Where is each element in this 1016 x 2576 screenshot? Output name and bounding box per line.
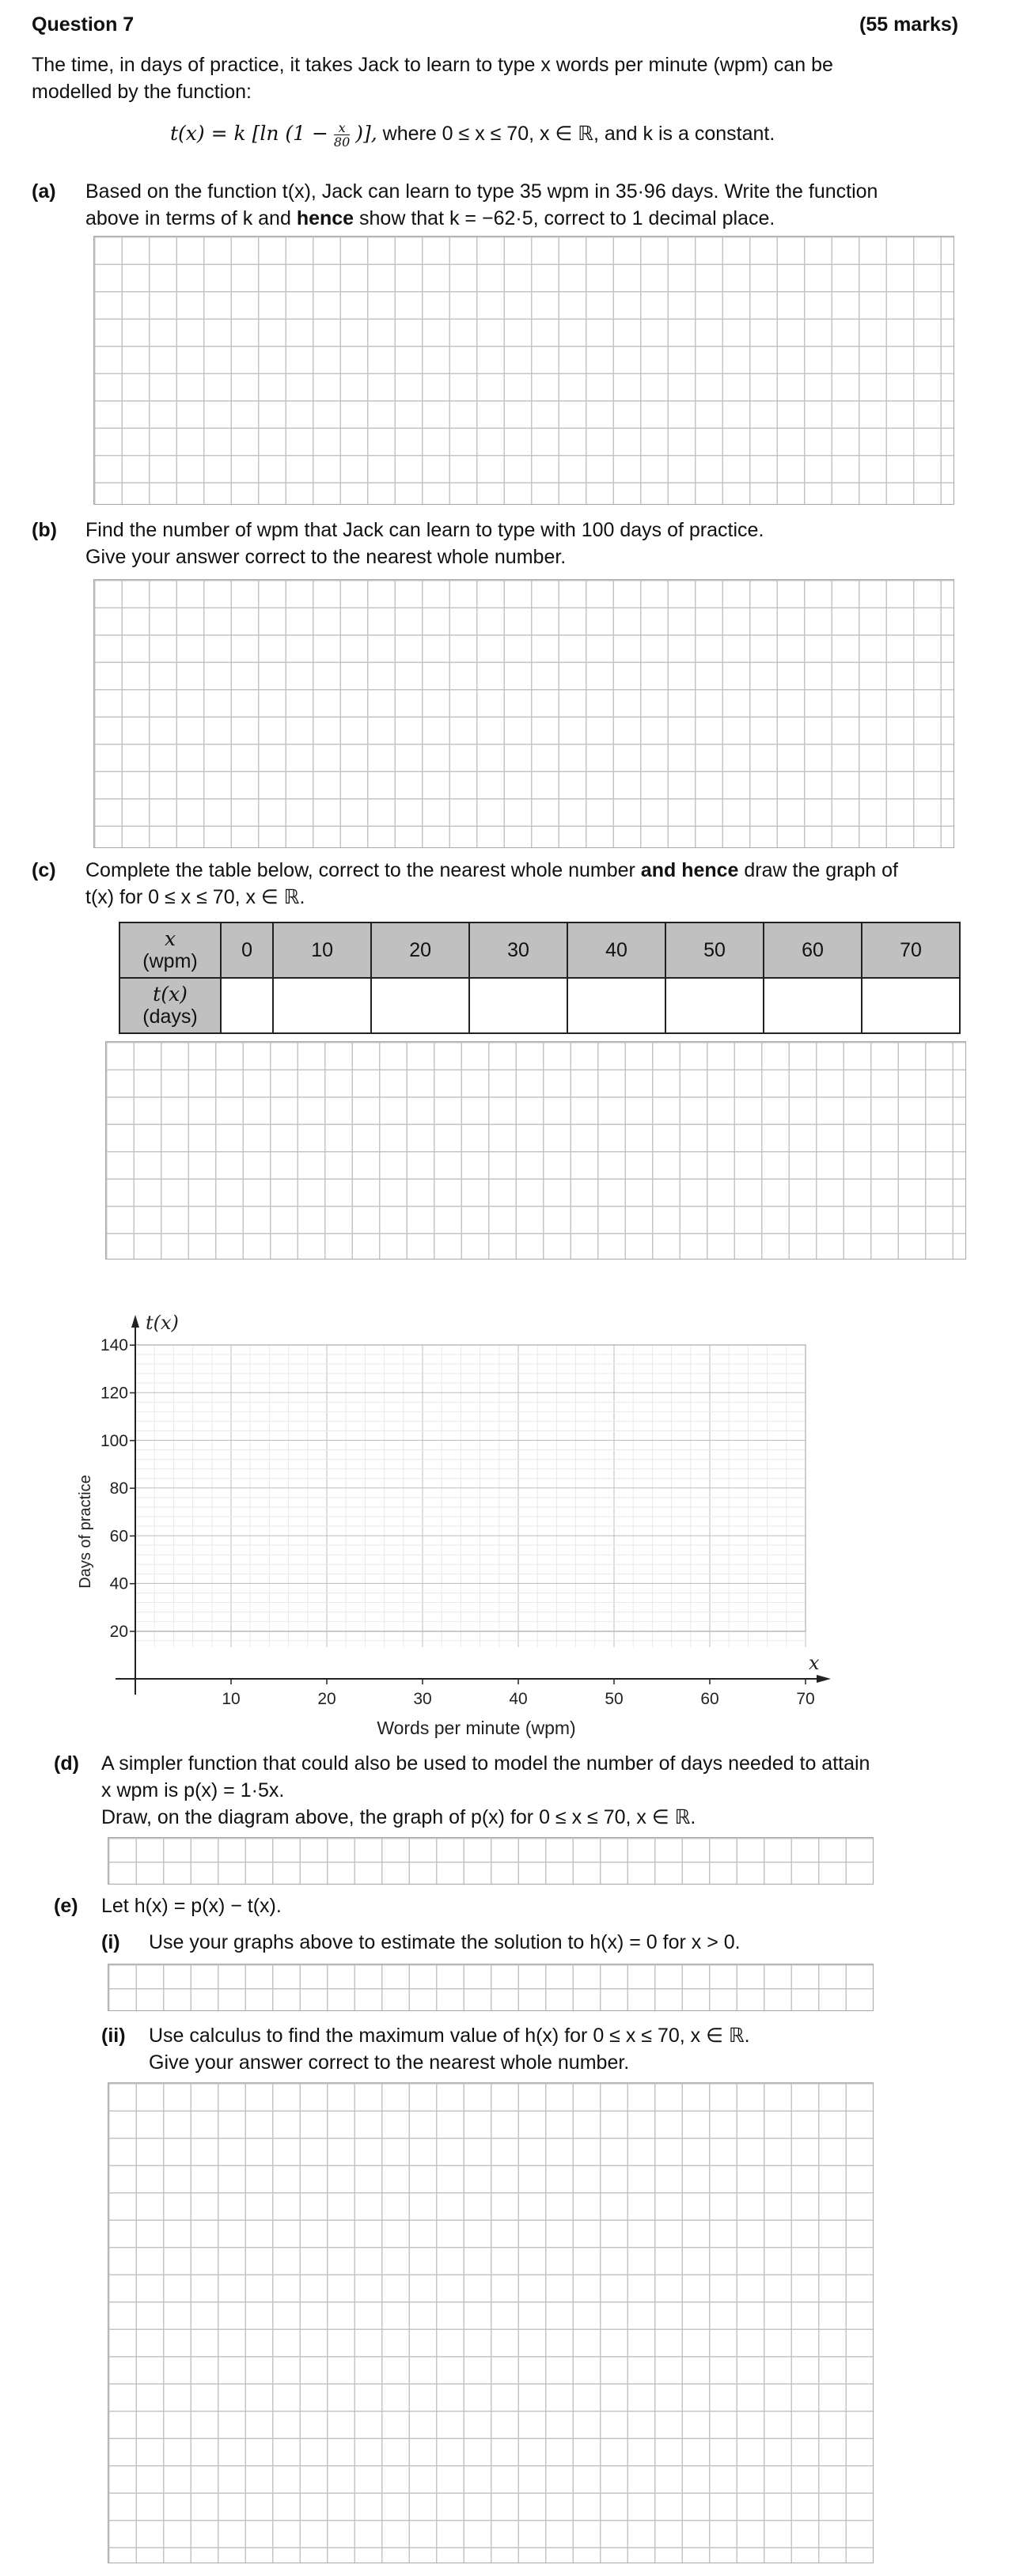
part-c-text: Complete the table below, correct to the nearest whole number <box>85 859 641 881</box>
table-x-cell: 10 <box>273 922 371 978</box>
part-e-i-text: Use your graphs above to estimate the solution to h(x) = 0 for x > 0. <box>149 1931 741 1953</box>
answer-grid-a[interactable] <box>93 236 954 505</box>
part-d-line-3: Draw, on the diagram above, the graph of p(x) for 0 ≤ x ≤ 70, x ∈ ℝ. <box>101 1806 696 1828</box>
table-t-cell[interactable] <box>862 978 960 1033</box>
x-tick-label: 30 <box>413 1690 432 1708</box>
table-x-cell: 40 <box>567 922 665 978</box>
part-b-line-2: Give your answer correct to the nearest whole number. <box>85 546 567 568</box>
y-tick-label: 40 <box>109 1574 128 1593</box>
table-t-cell[interactable] <box>221 978 273 1033</box>
answer-grid-e-i[interactable] <box>108 1964 874 2011</box>
answer-grid-b[interactable] <box>93 579 954 848</box>
x-tick-label: 10 <box>222 1690 241 1708</box>
formula-domain: where 0 ≤ x ≤ 70, x ∈ ℝ, and k is a constant. <box>382 123 775 145</box>
x-tick-label: 40 <box>509 1690 528 1708</box>
part-d-line-2: x wpm is p(x) = 1·5x. <box>101 1779 285 1801</box>
y-tick-label: 100 <box>100 1431 128 1450</box>
table-t-cell[interactable] <box>567 978 665 1033</box>
y-axis-var: t(x) <box>146 1312 179 1334</box>
x-axis-arrow <box>817 1675 831 1683</box>
part-d-label: (d) <box>54 1752 79 1775</box>
table-t-cell[interactable] <box>665 978 764 1033</box>
table-row-t <box>119 978 960 1033</box>
x-tick-label: 70 <box>796 1690 815 1708</box>
table-row-x <box>119 922 960 978</box>
values-table <box>119 922 961 1034</box>
part-e-line-1: Let h(x) = p(x) − t(x). <box>101 1895 282 1917</box>
table-head-t-unit: (days) <box>142 1006 198 1028</box>
part-b-label: (b) <box>32 519 57 541</box>
table-x-cell: 70 <box>862 922 960 978</box>
part-a-hence: hence <box>296 207 354 229</box>
part-e-ii-line-2: Give your answer correct to the nearest whole number. <box>149 2051 630 2074</box>
y-tick-label: 80 <box>109 1479 128 1498</box>
x-axis-label: Words per minute (wpm) <box>377 1718 576 1738</box>
part-d-line-1: A simpler function that could also be used to model the number of days needed to attain <box>101 1752 870 1775</box>
function-formula <box>170 120 775 149</box>
intro-line-1: The time, in days of practice, it takes Jack to learn to type x words per minute (wpm) can be <box>32 54 833 76</box>
x-tick-label: 20 <box>317 1690 336 1708</box>
formula-lhs: t(x) = k [ln (1 − <box>170 122 328 145</box>
table-x-cell: 50 <box>665 922 764 978</box>
table-t-cell[interactable] <box>469 978 567 1033</box>
part-c-line-2: t(x) for 0 ≤ x ≤ 70, x ∈ ℝ. <box>85 886 305 908</box>
part-b-line-1: Find the number of wpm that Jack can learn to type with 100 days of practice. <box>85 519 764 541</box>
part-c-label: (c) <box>32 859 56 881</box>
x-tick-label: 60 <box>700 1690 719 1708</box>
formula-fraction <box>334 121 350 149</box>
table-t-cell[interactable] <box>371 978 469 1033</box>
x-axis-var: x <box>809 1652 820 1674</box>
part-a-line-2 <box>85 205 775 232</box>
part-a-line-1: Based on the function t(x), Jack can learn to type 35 wpm in 35·96 days. Write the function <box>85 180 878 203</box>
part-c-line-1 <box>85 857 898 884</box>
part-c-and-hence: and hence <box>640 859 739 881</box>
y-axis-label: Days of practice <box>77 1475 94 1589</box>
x-tick-label: 50 <box>605 1690 624 1708</box>
part-e-ii-label: (ii) <box>101 2025 126 2047</box>
question-marks: (55 marks) <box>859 13 959 36</box>
intro-line-2: modelled by the function: <box>32 81 252 103</box>
y-axis-arrow <box>131 1315 139 1328</box>
answer-grid-e-ii[interactable] <box>108 2082 874 2563</box>
y-tick-label: 120 <box>100 1384 128 1403</box>
table-x-cell: 30 <box>469 922 567 978</box>
graph[interactable] <box>0 1297 1016 1741</box>
part-a-label: (a) <box>32 180 56 203</box>
y-tick-label: 140 <box>100 1336 128 1355</box>
table-x-cell: 0 <box>221 922 273 978</box>
table-head-t-var: t(x) <box>153 983 188 1006</box>
x-ticks <box>222 1679 814 1708</box>
table-x-cell: 60 <box>764 922 862 978</box>
part-c-text-end: draw the graph of <box>738 859 898 881</box>
part-a-text: above in terms of k and <box>85 207 297 229</box>
formula-close: )], <box>355 122 377 145</box>
formula-denominator: 80 <box>333 134 351 150</box>
formula-numerator: x <box>334 121 350 135</box>
table-head-x-unit: (wpm) <box>142 950 198 972</box>
table-head-t <box>119 978 221 1033</box>
table-t-cell[interactable] <box>273 978 371 1033</box>
part-e-label: (e) <box>54 1895 78 1917</box>
part-e-i-label: (i) <box>101 1931 120 1953</box>
table-head-x <box>119 922 221 978</box>
answer-grid-d[interactable] <box>108 1837 874 1885</box>
y-tick-label: 60 <box>109 1527 128 1546</box>
question-title: Question 7 <box>32 13 135 36</box>
part-a-text-end: show that k = −62·5, correct to 1 decimal place. <box>354 207 775 229</box>
y-ticks <box>100 1336 135 1641</box>
table-t-cell[interactable] <box>764 978 862 1033</box>
table-head-x-var: x <box>164 927 176 950</box>
answer-grid-c[interactable] <box>105 1041 966 1260</box>
y-tick-label: 20 <box>109 1623 128 1641</box>
part-e-ii-line-1: Use calculus to find the maximum value of h(x) for 0 ≤ x ≤ 70, x ∈ ℝ. <box>149 2025 750 2047</box>
graph-gridlines <box>135 1345 806 1647</box>
table-x-cell: 20 <box>371 922 469 978</box>
